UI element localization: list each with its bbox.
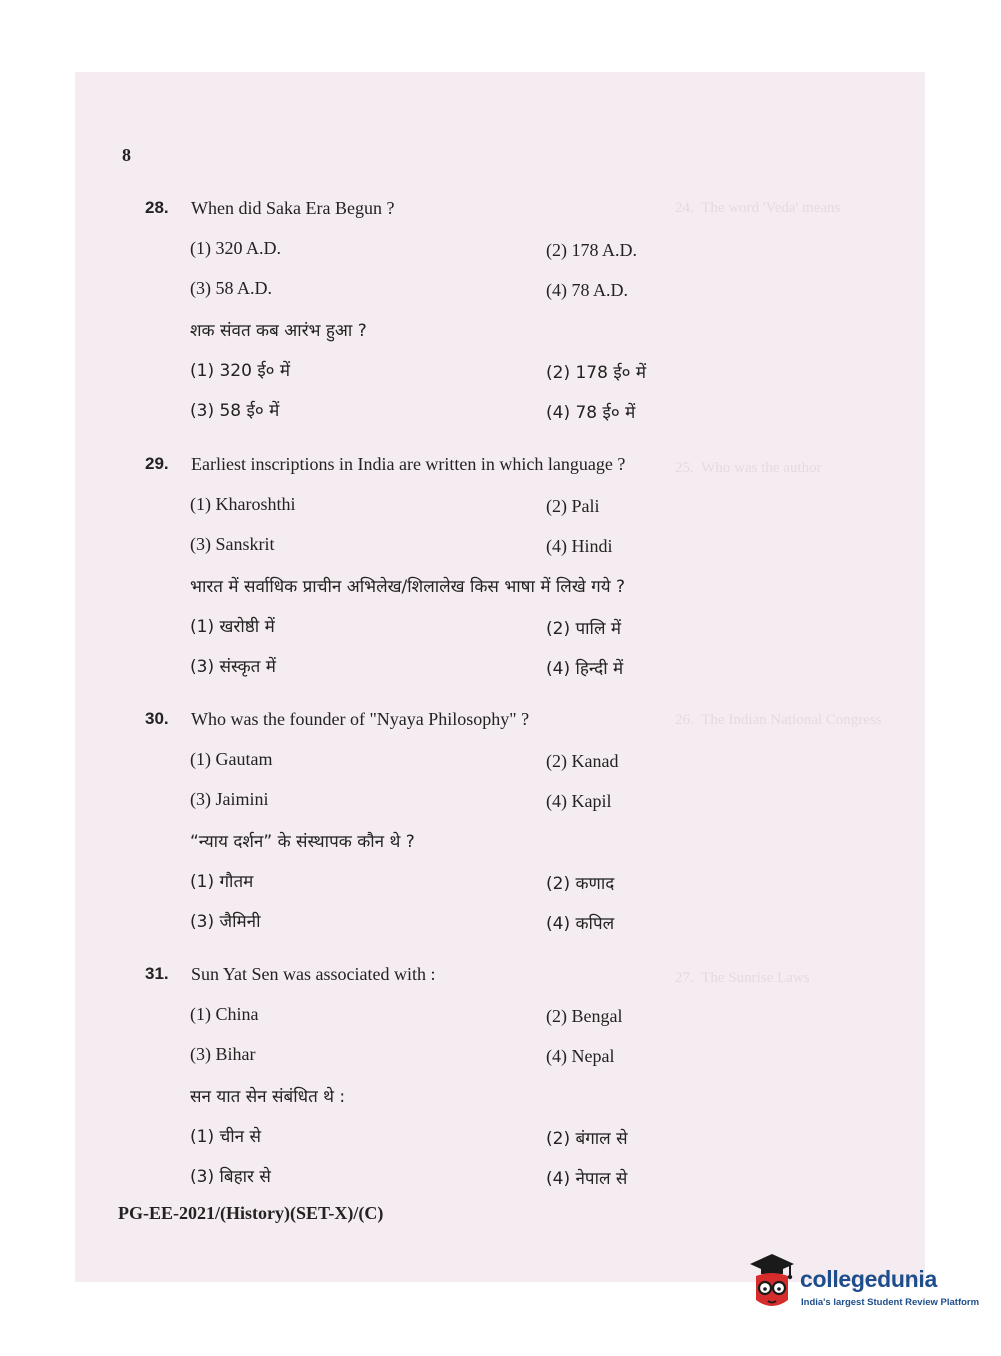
- option-en-3: (3) 58 A.D.: [190, 278, 272, 298]
- option-en-3: (3) Jaimini: [190, 789, 269, 809]
- option-hi-3: (3) संस्कृत में: [190, 657, 276, 677]
- question-text-en: Earliest inscriptions in India are written in which language ?: [191, 454, 626, 474]
- option-hi-3: (3) बिहार से: [190, 1167, 271, 1187]
- question-number: 28.: [145, 198, 169, 217]
- option-hi-1: (1) खरोष्ठी में: [190, 617, 275, 637]
- show-through-text: 26. The Indian National Congress: [675, 712, 882, 728]
- option-en-2: (2) Bengal: [546, 1006, 623, 1026]
- option-en-2: (2) Pali: [546, 496, 600, 516]
- option-en-4: (4) Kapil: [546, 791, 612, 811]
- page-number: 8: [122, 145, 131, 165]
- option-hi-2: (2) 178 ई० में: [546, 363, 647, 383]
- option-en-1: (1) Kharoshthi: [190, 494, 296, 514]
- option-hi-4: (4) नेपाल से: [546, 1169, 628, 1189]
- show-through-text: 24. The word 'Veda' means: [675, 200, 841, 216]
- option-hi-2: (2) बंगाल से: [546, 1129, 628, 1149]
- option-en-1: (1) Gautam: [190, 749, 273, 769]
- option-hi-3: (3) जैमिनी: [190, 912, 261, 932]
- option-en-3: (3) Sanskrit: [190, 534, 275, 554]
- option-hi-4: (4) 78 ई० में: [546, 403, 636, 423]
- option-hi-1: (1) गौतम: [190, 872, 254, 892]
- option-hi-1: (1) 320 ई० में: [190, 361, 291, 381]
- show-through-text: 25. Who was the author: [675, 460, 822, 476]
- logo-wordmark: collegedunia: [800, 1266, 937, 1292]
- question-text-hi: भारत में सर्वाधिक प्राचीन अभिलेख/शिलालेख किस भाषा में लिखे गये ?: [190, 577, 625, 597]
- question-text-hi: सन यात सेन संबंधित थे :: [190, 1087, 346, 1107]
- option-hi-1: (1) चीन से: [190, 1127, 262, 1147]
- question-text-en: Sun Yat Sen was associated with :: [191, 964, 436, 984]
- question-text-hi: शक संवत कब आरंभ हुआ ?: [190, 321, 367, 341]
- option-hi-2: (2) पालि में: [546, 619, 622, 639]
- collegedunia-logo[interactable]: [744, 1252, 980, 1322]
- option-en-4: (4) 78 A.D.: [546, 280, 628, 300]
- question-number: 31.: [145, 964, 169, 983]
- option-hi-4: (4) कपिल: [546, 914, 615, 934]
- option-hi-2: (2) कणाद: [546, 874, 615, 894]
- option-en-2: (2) 178 A.D.: [546, 240, 637, 260]
- question-number: 29.: [145, 454, 169, 473]
- option-en-4: (4) Nepal: [546, 1046, 615, 1066]
- logo-tagline: India's largest Student Review Platform: [801, 1297, 980, 1308]
- option-hi-4: (4) हिन्दी में: [546, 659, 624, 679]
- option-en-3: (3) Bihar: [190, 1044, 256, 1064]
- question-text-en: Who was the founder of "Nyaya Philosophy" ?: [191, 709, 530, 729]
- option-en-4: (4) Hindi: [546, 536, 613, 556]
- question-text-hi: “न्याय दर्शन” के संस्थापक कौन थे ?: [190, 832, 415, 852]
- option-hi-3: (3) 58 ई० में: [190, 401, 280, 421]
- question-text-en: When did Saka Era Begun ?: [191, 198, 395, 218]
- show-through-text: 27. The Sunrise Laws: [675, 970, 810, 986]
- option-en-2: (2) Kanad: [546, 751, 619, 771]
- option-en-1: (1) 320 A.D.: [190, 238, 281, 258]
- graduate-mascot-icon: [744, 1252, 800, 1314]
- paper-code-footer: PG-EE-2021/(History)(SET-X)/(C): [118, 1203, 384, 1223]
- option-en-1: (1) China: [190, 1004, 259, 1024]
- question-number: 30.: [145, 709, 169, 728]
